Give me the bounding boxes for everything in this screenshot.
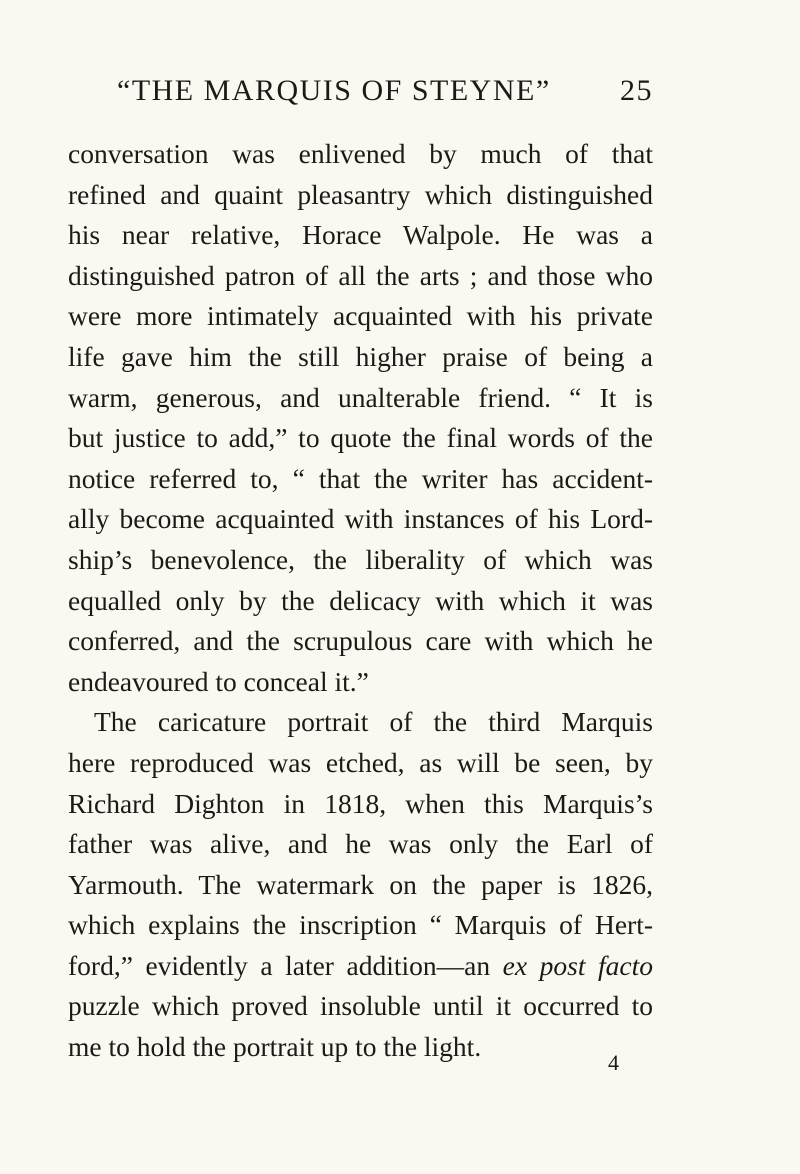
text-line: which explains the inscription “ Marquis of Hert- [68, 909, 653, 941]
italic-phrase: ex post facto [502, 949, 654, 981]
text-line: notice referred to, “ that the writer has accident- [68, 462, 653, 494]
text-line: warm, generous, and unalterable friend. “ It is [68, 381, 653, 413]
text-fragment: ford,” evidently a later addition—an [68, 949, 491, 981]
text-line: endeavoured to conceal it.” [68, 665, 369, 697]
text-line: conversation was enlivened by much of that [68, 138, 653, 169]
text-line: distinguished patron of all the arts ; and those who [68, 259, 653, 291]
page-number: 25 [620, 74, 653, 107]
text-line: me to hold the portrait up to the light. [68, 1031, 482, 1063]
body-text [68, 134, 653, 1068]
text-line: father was alive, and he was only the Earl of [68, 828, 653, 860]
text-line: his near relative, Horace Walpole. He was a [68, 219, 653, 251]
text-line: life gave him the still higher praise of being a [68, 340, 653, 372]
running-head [117, 66, 653, 116]
text-line: equalled only by the delicacy with which it was [68, 584, 653, 616]
text-line: ally become acquainted with instances of his Lord- [68, 503, 653, 535]
text-line: Richard Dighton in 1818, when this Marquis’s [68, 787, 653, 819]
text-line: here reproduced was etched, as will be seen, by [68, 746, 653, 778]
paragraph-start-line: The caricature portrait of the third Marquis [94, 706, 653, 738]
text-line-with-italic [68, 946, 653, 987]
text-line: Yarmouth. The watermark on the paper is 1826, [68, 868, 653, 900]
text-line: refined and quaint pleasantry which distinguished [68, 178, 653, 210]
text-line: puzzle which proved insoluble until it occurred to [68, 990, 653, 1022]
text-line: ship’s benevolence, the liberality of which was [68, 543, 653, 575]
chapter-title: “THE MARQUIS OF STEYNE” [117, 74, 551, 107]
text-line: were more intimately acquainted with his private [68, 300, 653, 332]
signature-mark: 4 [608, 1050, 619, 1075]
text-line: conferred, and the scrupulous care with which he [68, 625, 653, 657]
text-line: but justice to add,” to quote the final words of the [68, 422, 653, 454]
